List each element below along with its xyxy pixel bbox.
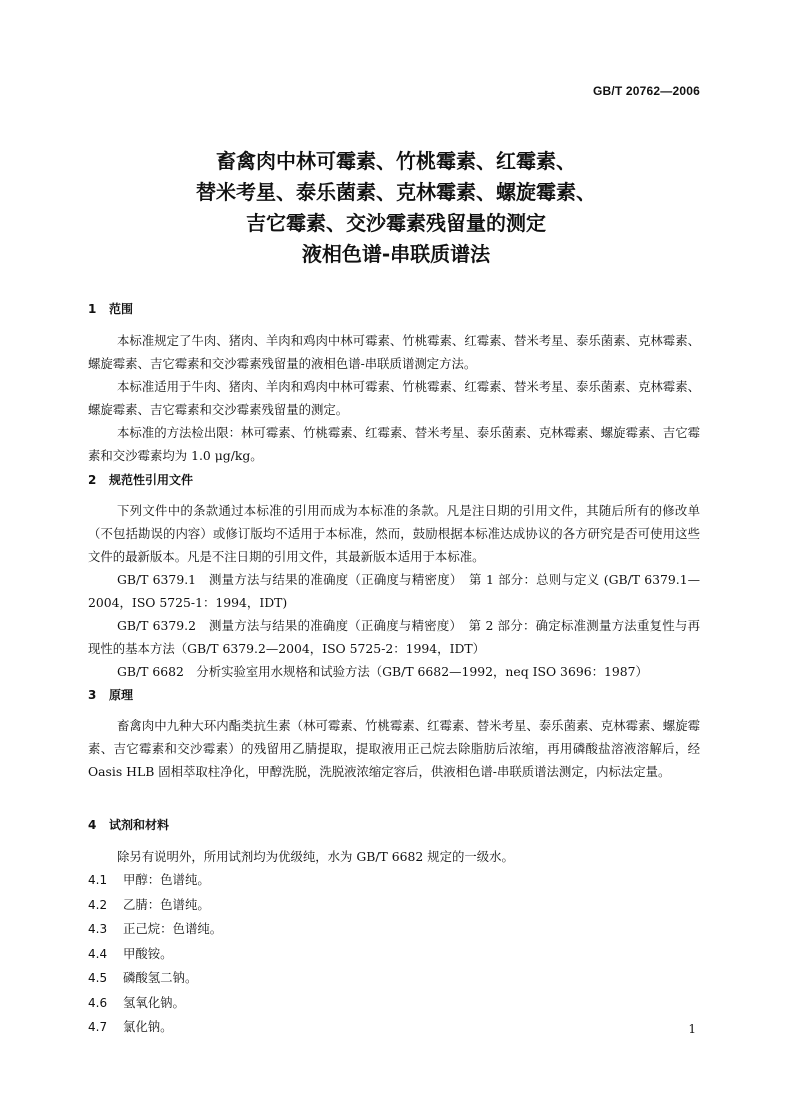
item-number: 4.2 xyxy=(88,897,108,912)
item-number: 4.3 xyxy=(88,922,108,936)
section-title: 规范性引用文件 xyxy=(109,473,194,487)
reference-item: GB/T 6379.1 测量方法与结果的准确度（正确度与精密度） 第 1 部分：总则与定义 (GB/T 6379.1—2004，ISO 5725-1：1994，IDT) xyxy=(88,572,700,610)
reference-item: GB/T 6379.2 测量方法与结果的准确度（正确度与精密度） 第 2 部分：确定标准测量方法重复性与再现性的基本方法（GB/T 6379.2—2004，ISO 5725-2：1994，IDT） xyxy=(88,618,700,656)
item-number: 4.1 xyxy=(88,873,108,887)
section-number: 4 xyxy=(88,818,97,832)
section-title: 原理 xyxy=(109,688,134,702)
title-line: 液相色谱-串联质谱法 xyxy=(301,242,491,266)
item-text: 乙腈：色谱纯。 xyxy=(123,896,210,912)
item-text: 氢氧化钠。 xyxy=(123,994,185,1010)
section-2-body xyxy=(88,499,700,683)
paragraph: 除另有说明外，所用试剂均为优级纯，水为 GB/T 6682 规定的一级水。 xyxy=(117,849,514,864)
list-item xyxy=(88,1015,700,1040)
title-line: 吉它霉素、交沙霉素残留量的测定 xyxy=(246,211,546,235)
section-number: 2 xyxy=(88,473,97,487)
section-number: 3 xyxy=(88,688,97,702)
section-3-heading xyxy=(88,688,700,702)
item-text: 磷酸氢二钠。 xyxy=(123,970,198,985)
list-item xyxy=(88,991,700,1016)
section-title: 范围 xyxy=(109,302,134,316)
section-number: 1 xyxy=(88,302,97,316)
paragraph: 畜禽肉中九种大环内酯类抗生素（林可霉素、竹桃霉素、红霉素、替米考星、泰乐菌素、克林霉素、螺旋霉素、吉它霉素和交沙霉素）的残留用乙腈提取，提取液用正己烷去除脂肪后浓缩，再用磷酸盐溶液溶解后，经 Oasis HLB 固相萃取柱净化，甲醇洗脱，洗脱液浓缩定容后，供液相色谱-串联质谱法测定，内标法定量。 xyxy=(88,718,700,779)
section-1-body xyxy=(88,329,700,467)
reference-item: GB/T 6682 分析实验室用水规格和试验方法（GB/T 6682—1992，neq ISO 3696：1987） xyxy=(117,664,648,679)
standard-code: GB/T 20762—2006 xyxy=(592,84,700,98)
item-number: 4.7 xyxy=(88,1020,108,1034)
paragraph: 本标准的方法检出限：林可霉素、竹桃霉素、红霉素、替米考星、泰乐菌素、克林霉素、螺旋霉素、吉它霉素和交沙霉素均为 1.0 μg/kg。 xyxy=(88,425,700,463)
item-text: 甲酸铵。 xyxy=(123,945,173,961)
item-number: 4.5 xyxy=(88,971,108,985)
document-title xyxy=(0,146,792,270)
section-3-body xyxy=(88,714,700,783)
list-item xyxy=(88,868,700,893)
paragraph: 下列文件中的条款通过本标准的引用而成为本标准的条款。凡是注日期的引用文件，其随后所有的修改单（不包括勘误的内容）或修订版均不适用于本标准，然而，鼓励根据本标准达成协议的各方研究是否可使用这些文件的最新版本。凡是不注日期的引用文件，其最新版本适用于本标准。 xyxy=(88,503,700,564)
page-number: 1 xyxy=(688,1022,696,1036)
list-item xyxy=(88,942,700,967)
list-item xyxy=(88,893,700,918)
item-number: 4.4 xyxy=(88,946,108,961)
section-4-heading xyxy=(88,818,700,832)
item-text: 氯化钠。 xyxy=(123,1019,173,1034)
title-line: 畜禽肉中林可霉素、竹桃霉素、红霉素、 xyxy=(216,149,576,173)
item-text: 正己烷：色谱纯。 xyxy=(123,921,223,936)
section-4-body xyxy=(88,845,700,1040)
section-1-heading xyxy=(88,302,700,316)
section-title: 试剂和材料 xyxy=(109,818,170,832)
paragraph: 本标准适用于牛肉、猪肉、羊肉和鸡肉中林可霉素、竹桃霉素、红霉素、替米考星、泰乐菌素、克林霉素、螺旋霉素、吉它霉素和交沙霉素残留量的测定。 xyxy=(88,379,700,417)
section-2-heading xyxy=(88,473,700,487)
item-text: 甲醇：色谱纯。 xyxy=(123,872,210,887)
paragraph: 本标准规定了牛肉、猪肉、羊肉和鸡肉中林可霉素、竹桃霉素、红霉素、替米考星、泰乐菌素、克林霉素、螺旋霉素、吉它霉素和交沙霉素残留量的液相色谱-串联质谱测定方法。 xyxy=(88,333,700,371)
item-number: 4.6 xyxy=(88,995,108,1010)
list-item xyxy=(88,917,700,942)
list-item xyxy=(88,966,700,991)
title-line: 替米考星、泰乐菌素、克林霉素、螺旋霉素、 xyxy=(196,180,596,204)
